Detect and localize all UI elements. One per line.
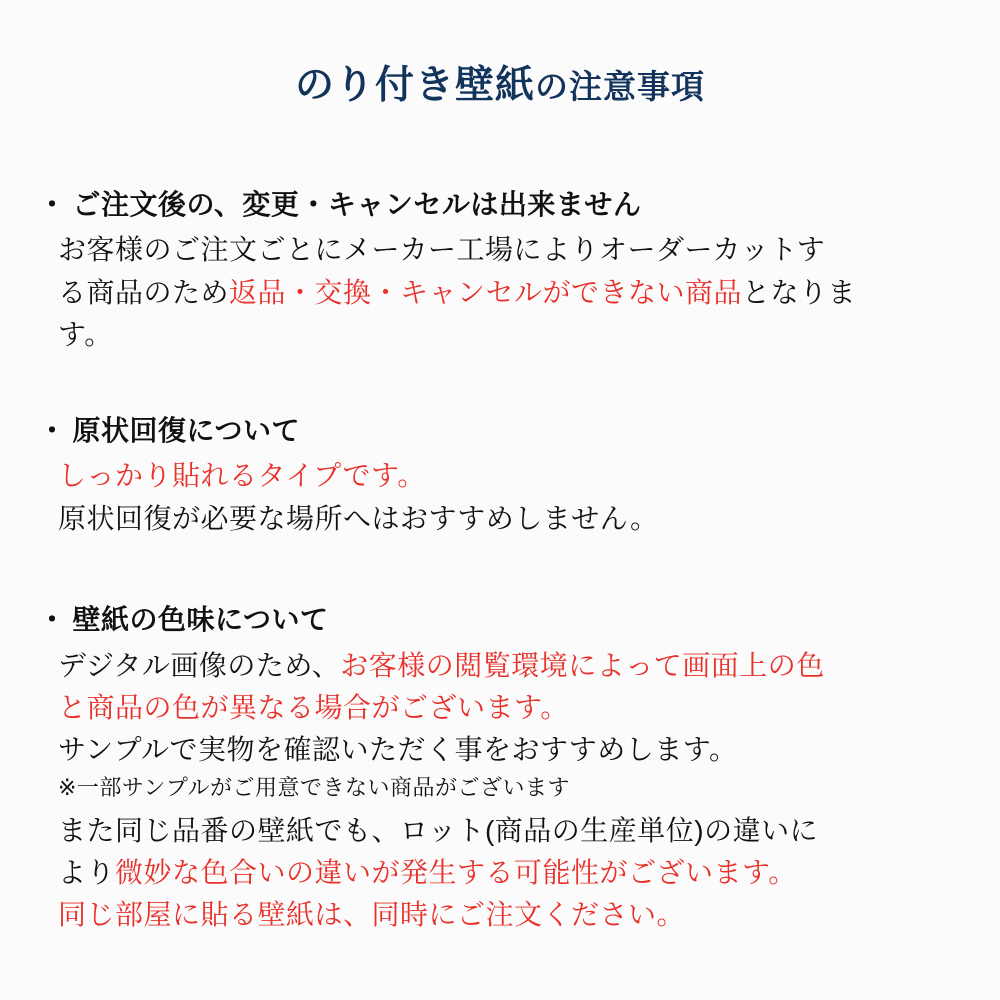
page-title-main: のり付き壁紙 — [294, 64, 535, 107]
section-body-continued — [34, 810, 966, 936]
section-body — [34, 455, 966, 540]
text-segment: より — [58, 856, 116, 888]
page-title — [34, 62, 966, 111]
text-segment-highlight: お客様の閲覧環境によって画面上の色 — [340, 649, 825, 681]
sample-availability-note: ※一部サンプルがご用意できない商品がございます — [58, 774, 570, 800]
body-line — [58, 729, 966, 771]
text-segment: サンプルで実物を確認いただく事をおすすめします。 — [58, 733, 738, 765]
text-segment-highlight: 返品・交換・キャンセルができない商品 — [229, 276, 743, 308]
text-segment: お客様のご注文ごとにメーカー工場によりオーダーカットす — [58, 234, 826, 266]
section-body — [34, 229, 966, 357]
body-line — [58, 852, 966, 894]
text-segment-highlight: しっかり貼れるタイプです。 — [58, 460, 426, 492]
bullet-icon: ・ — [38, 604, 67, 636]
body-line — [58, 314, 966, 357]
text-segment-highlight: 微妙な色合いの違いが発生する可能性がございます。 — [115, 856, 797, 888]
body-line — [58, 229, 966, 272]
body-line — [58, 498, 966, 541]
section-heading-text: ご注文後の、変更・キャンセルは出来ません — [72, 188, 642, 220]
section-heading — [34, 602, 966, 638]
text-segment: となりま — [742, 276, 857, 308]
text-segment: デジタル画像のため、 — [58, 649, 341, 681]
section-heading-text: 原状回復について — [72, 414, 300, 446]
section-heading-text: 壁紙の色味について — [72, 604, 329, 636]
section-heading — [34, 187, 966, 223]
body-line — [58, 272, 966, 315]
text-segment-highlight: と商品の色が異なる場合がございます。 — [58, 691, 569, 723]
text-segment: す。 — [58, 319, 113, 351]
section-heading — [34, 413, 966, 449]
notice-section-order-cancel — [34, 187, 966, 357]
body-line — [58, 687, 966, 729]
notice-section-color — [34, 602, 966, 935]
body-line — [58, 455, 966, 498]
text-segment: 原状回復が必要な場所へはおすすめしません。 — [58, 502, 659, 534]
text-segment: る商品のため — [58, 276, 230, 308]
body-line — [58, 810, 966, 852]
section-body — [34, 645, 966, 771]
body-line — [58, 645, 966, 687]
bullet-icon: ・ — [38, 414, 67, 446]
text-segment: また同じ品番の壁紙でも、ロット(商品の生産単位)の違いに — [58, 814, 819, 846]
body-line — [58, 894, 966, 936]
text-segment-highlight: 同じ部屋に貼る壁紙は、同時にご注文ください。 — [58, 898, 686, 930]
notice-section-restoration — [34, 413, 966, 540]
bullet-icon: ・ — [38, 188, 67, 220]
page-title-suffix: の注意事項 — [535, 68, 705, 105]
